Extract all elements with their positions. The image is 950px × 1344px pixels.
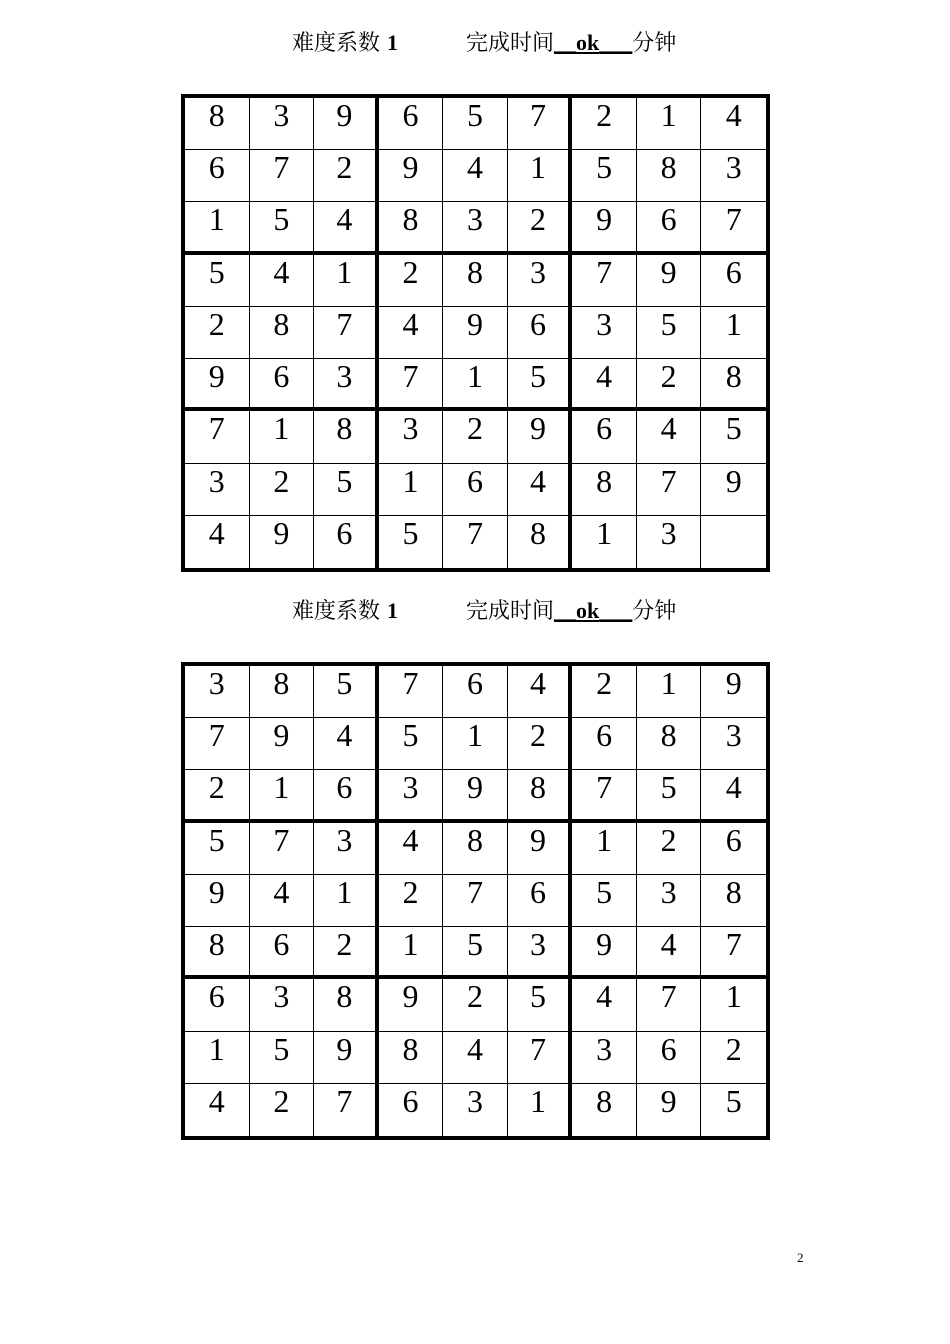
sudoku-cell: 7 [314, 1084, 379, 1136]
sudoku-cell: 9 [443, 770, 508, 822]
sudoku-cell: 5 [637, 770, 702, 822]
sudoku-cell: 8 [508, 770, 573, 822]
sudoku-cell: 1 [572, 823, 637, 875]
sudoku-cell: 8 [572, 1084, 637, 1136]
sudoku-cell: 9 [185, 359, 250, 411]
sudoku-cell: 2 [701, 1032, 766, 1084]
sudoku-cell: 9 [185, 875, 250, 927]
sudoku-cell: 1 [637, 666, 702, 718]
completion-time-label: 完成时间__ok___分钟 [466, 30, 677, 56]
sudoku-cell: 9 [314, 98, 379, 150]
sudoku-cell: 7 [637, 979, 702, 1031]
sudoku-cell: 2 [379, 255, 444, 307]
sudoku-cell: 1 [250, 770, 315, 822]
sudoku-cell: 2 [250, 464, 315, 516]
sudoku-cell: 3 [572, 307, 637, 359]
sudoku-cell: 3 [185, 464, 250, 516]
sudoku-cell: 5 [443, 98, 508, 150]
sudoku-cell: 2 [637, 823, 702, 875]
sudoku-cell: 2 [637, 359, 702, 411]
sudoku-cell: 3 [443, 202, 508, 254]
sudoku-cell: 2 [185, 307, 250, 359]
sudoku-cell: 5 [185, 255, 250, 307]
sudoku-cell: 9 [572, 202, 637, 254]
sudoku-cell: 5 [314, 666, 379, 718]
sudoku-cell: 1 [508, 1084, 573, 1136]
sudoku-cell: 1 [443, 359, 508, 411]
sudoku-cell: 2 [314, 927, 379, 979]
sudoku-cell: 1 [637, 98, 702, 150]
sudoku-cell: 3 [250, 98, 315, 150]
sudoku-cell: 8 [637, 718, 702, 770]
sudoku-cell: 8 [250, 307, 315, 359]
sudoku-cell: 7 [701, 927, 766, 979]
difficulty-label: 难度系数 1 [292, 30, 399, 56]
sudoku-cell: 1 [572, 516, 637, 568]
sudoku-cell: 9 [379, 150, 444, 202]
sudoku-cell: 4 [314, 202, 379, 254]
sudoku-cell: 8 [250, 666, 315, 718]
sudoku-cell: 7 [508, 1032, 573, 1084]
sudoku-cell: 1 [185, 202, 250, 254]
sudoku-cell: 8 [314, 411, 379, 463]
sudoku-cell: 4 [185, 516, 250, 568]
sudoku-cell: 7 [572, 255, 637, 307]
sudoku-cell: 5 [572, 875, 637, 927]
sudoku-cell: 6 [314, 516, 379, 568]
sudoku-cell: 8 [379, 202, 444, 254]
sudoku-grid-2 [181, 662, 770, 1140]
sudoku-cell: 5 [508, 359, 573, 411]
sudoku-cell: 9 [637, 255, 702, 307]
sudoku-cell: 3 [314, 359, 379, 411]
sudoku-cell: 9 [637, 1084, 702, 1136]
sudoku-cell: 5 [250, 202, 315, 254]
sudoku-cell: 3 [508, 255, 573, 307]
sudoku-cell: 9 [508, 823, 573, 875]
sudoku-cell: 6 [250, 927, 315, 979]
sudoku-cell: 6 [508, 875, 573, 927]
sudoku-cell: 8 [572, 464, 637, 516]
sudoku-cell: 7 [314, 307, 379, 359]
sudoku-cell: 6 [637, 1032, 702, 1084]
sudoku-cell: 3 [508, 927, 573, 979]
sudoku-cell: 9 [701, 666, 766, 718]
sudoku-cell: 4 [508, 666, 573, 718]
sudoku-cell: 6 [185, 150, 250, 202]
sudoku-cell: 5 [637, 307, 702, 359]
sudoku-cell: 6 [443, 464, 508, 516]
sudoku-cell: 4 [379, 823, 444, 875]
sudoku-cell: 4 [443, 150, 508, 202]
sudoku-cell: 3 [701, 150, 766, 202]
sudoku-cell: 2 [572, 98, 637, 150]
sudoku-cell: 6 [379, 98, 444, 150]
sudoku-cell: 5 [314, 464, 379, 516]
sudoku-cell: 7 [379, 359, 444, 411]
sudoku-cell: 9 [572, 927, 637, 979]
sudoku-cell: 1 [185, 1032, 250, 1084]
sudoku-cell: 3 [185, 666, 250, 718]
sudoku-cell: 7 [443, 875, 508, 927]
sudoku-cell: 2 [443, 411, 508, 463]
sudoku-cell: 8 [185, 98, 250, 150]
sudoku-cell: 6 [508, 307, 573, 359]
sudoku-cell: 4 [637, 411, 702, 463]
sudoku-cell: 8 [637, 150, 702, 202]
sudoku-cell: 4 [637, 927, 702, 979]
page-number: 2 [797, 1250, 804, 1265]
sudoku-cell: 2 [508, 202, 573, 254]
sudoku-cell: 6 [572, 411, 637, 463]
sudoku-cell: 2 [185, 770, 250, 822]
sudoku-cell: 4 [250, 255, 315, 307]
sudoku-cell: 5 [572, 150, 637, 202]
sudoku-cell: 1 [314, 255, 379, 307]
sudoku-cell: 6 [185, 979, 250, 1031]
sudoku-cell: 6 [637, 202, 702, 254]
sudoku-cell: 5 [379, 516, 444, 568]
sudoku-cell: 6 [443, 666, 508, 718]
sudoku-cell: 5 [443, 927, 508, 979]
sudoku-cell: 9 [701, 464, 766, 516]
sudoku-cell: 3 [314, 823, 379, 875]
sudoku-cell: 3 [637, 875, 702, 927]
sudoku-cell: 2 [508, 718, 573, 770]
sudoku-cell: 8 [443, 255, 508, 307]
sudoku-cell: 5 [250, 1032, 315, 1084]
sudoku-cell: 1 [443, 718, 508, 770]
sudoku-cell: 3 [701, 718, 766, 770]
sudoku-cell: 6 [314, 770, 379, 822]
sudoku-cell: 6 [701, 823, 766, 875]
sudoku-cell: 8 [185, 927, 250, 979]
sudoku-cell: 4 [185, 1084, 250, 1136]
sudoku-cell: 9 [379, 979, 444, 1031]
sudoku-cell: 4 [701, 98, 766, 150]
sudoku-cell: 2 [250, 1084, 315, 1136]
completion-time-label: 完成时间__ok___分钟 [466, 598, 677, 624]
sudoku-cell: 3 [572, 1032, 637, 1084]
sudoku-cell: 6 [250, 359, 315, 411]
sudoku-cell: 7 [443, 516, 508, 568]
sudoku-cell: 4 [443, 1032, 508, 1084]
sudoku-cell [701, 516, 766, 568]
sudoku-cell: 7 [572, 770, 637, 822]
sudoku-cell: 6 [379, 1084, 444, 1136]
sudoku-cell: 7 [508, 98, 573, 150]
sudoku-cell: 3 [443, 1084, 508, 1136]
sudoku-cell: 7 [185, 411, 250, 463]
sudoku-cell: 6 [572, 718, 637, 770]
sudoku-cell: 6 [701, 255, 766, 307]
sudoku-cell: 2 [443, 979, 508, 1031]
sudoku-cell: 9 [250, 718, 315, 770]
sudoku-cell: 1 [250, 411, 315, 463]
sudoku-cell: 3 [637, 516, 702, 568]
sudoku-cell: 2 [572, 666, 637, 718]
sudoku-cell: 7 [250, 150, 315, 202]
sudoku-cell: 1 [379, 927, 444, 979]
sudoku-cell: 1 [508, 150, 573, 202]
sudoku-grid-1 [181, 94, 770, 572]
sudoku-cell: 4 [250, 875, 315, 927]
sudoku-cell: 8 [701, 359, 766, 411]
sudoku-cell: 1 [701, 307, 766, 359]
sudoku-cell: 8 [314, 979, 379, 1031]
sudoku-cell: 8 [508, 516, 573, 568]
sudoku-cell: 9 [443, 307, 508, 359]
sudoku-cell: 4 [508, 464, 573, 516]
sudoku-cell: 3 [379, 770, 444, 822]
sudoku-cell: 5 [508, 979, 573, 1031]
sudoku-cell: 7 [701, 202, 766, 254]
sudoku-cell: 7 [250, 823, 315, 875]
sudoku-cell: 4 [701, 770, 766, 822]
sudoku-cell: 4 [314, 718, 379, 770]
difficulty-label: 难度系数 1 [292, 598, 399, 624]
sudoku-cell: 3 [379, 411, 444, 463]
sudoku-cell: 8 [701, 875, 766, 927]
sudoku-cell: 8 [379, 1032, 444, 1084]
sudoku-cell: 7 [637, 464, 702, 516]
sudoku-cell: 5 [701, 411, 766, 463]
sudoku-cell: 4 [379, 307, 444, 359]
sudoku-cell: 4 [572, 979, 637, 1031]
sudoku-cell: 1 [379, 464, 444, 516]
sudoku-cell: 7 [185, 718, 250, 770]
sudoku-cell: 1 [701, 979, 766, 1031]
sudoku-cell: 2 [314, 150, 379, 202]
sudoku-cell: 9 [508, 411, 573, 463]
sudoku-cell: 9 [250, 516, 315, 568]
sudoku-cell: 2 [379, 875, 444, 927]
sudoku-cell: 4 [572, 359, 637, 411]
sudoku-cell: 5 [725, 1082, 742, 1119]
sudoku-cell: 1 [314, 875, 379, 927]
sudoku-cell: 5 [185, 823, 250, 875]
sudoku-cell: 8 [443, 823, 508, 875]
sudoku-cell: 5 [379, 718, 444, 770]
sudoku-cell: 9 [314, 1032, 379, 1084]
sudoku-cell: 7 [379, 666, 444, 718]
sudoku-cell: 3 [250, 979, 315, 1031]
